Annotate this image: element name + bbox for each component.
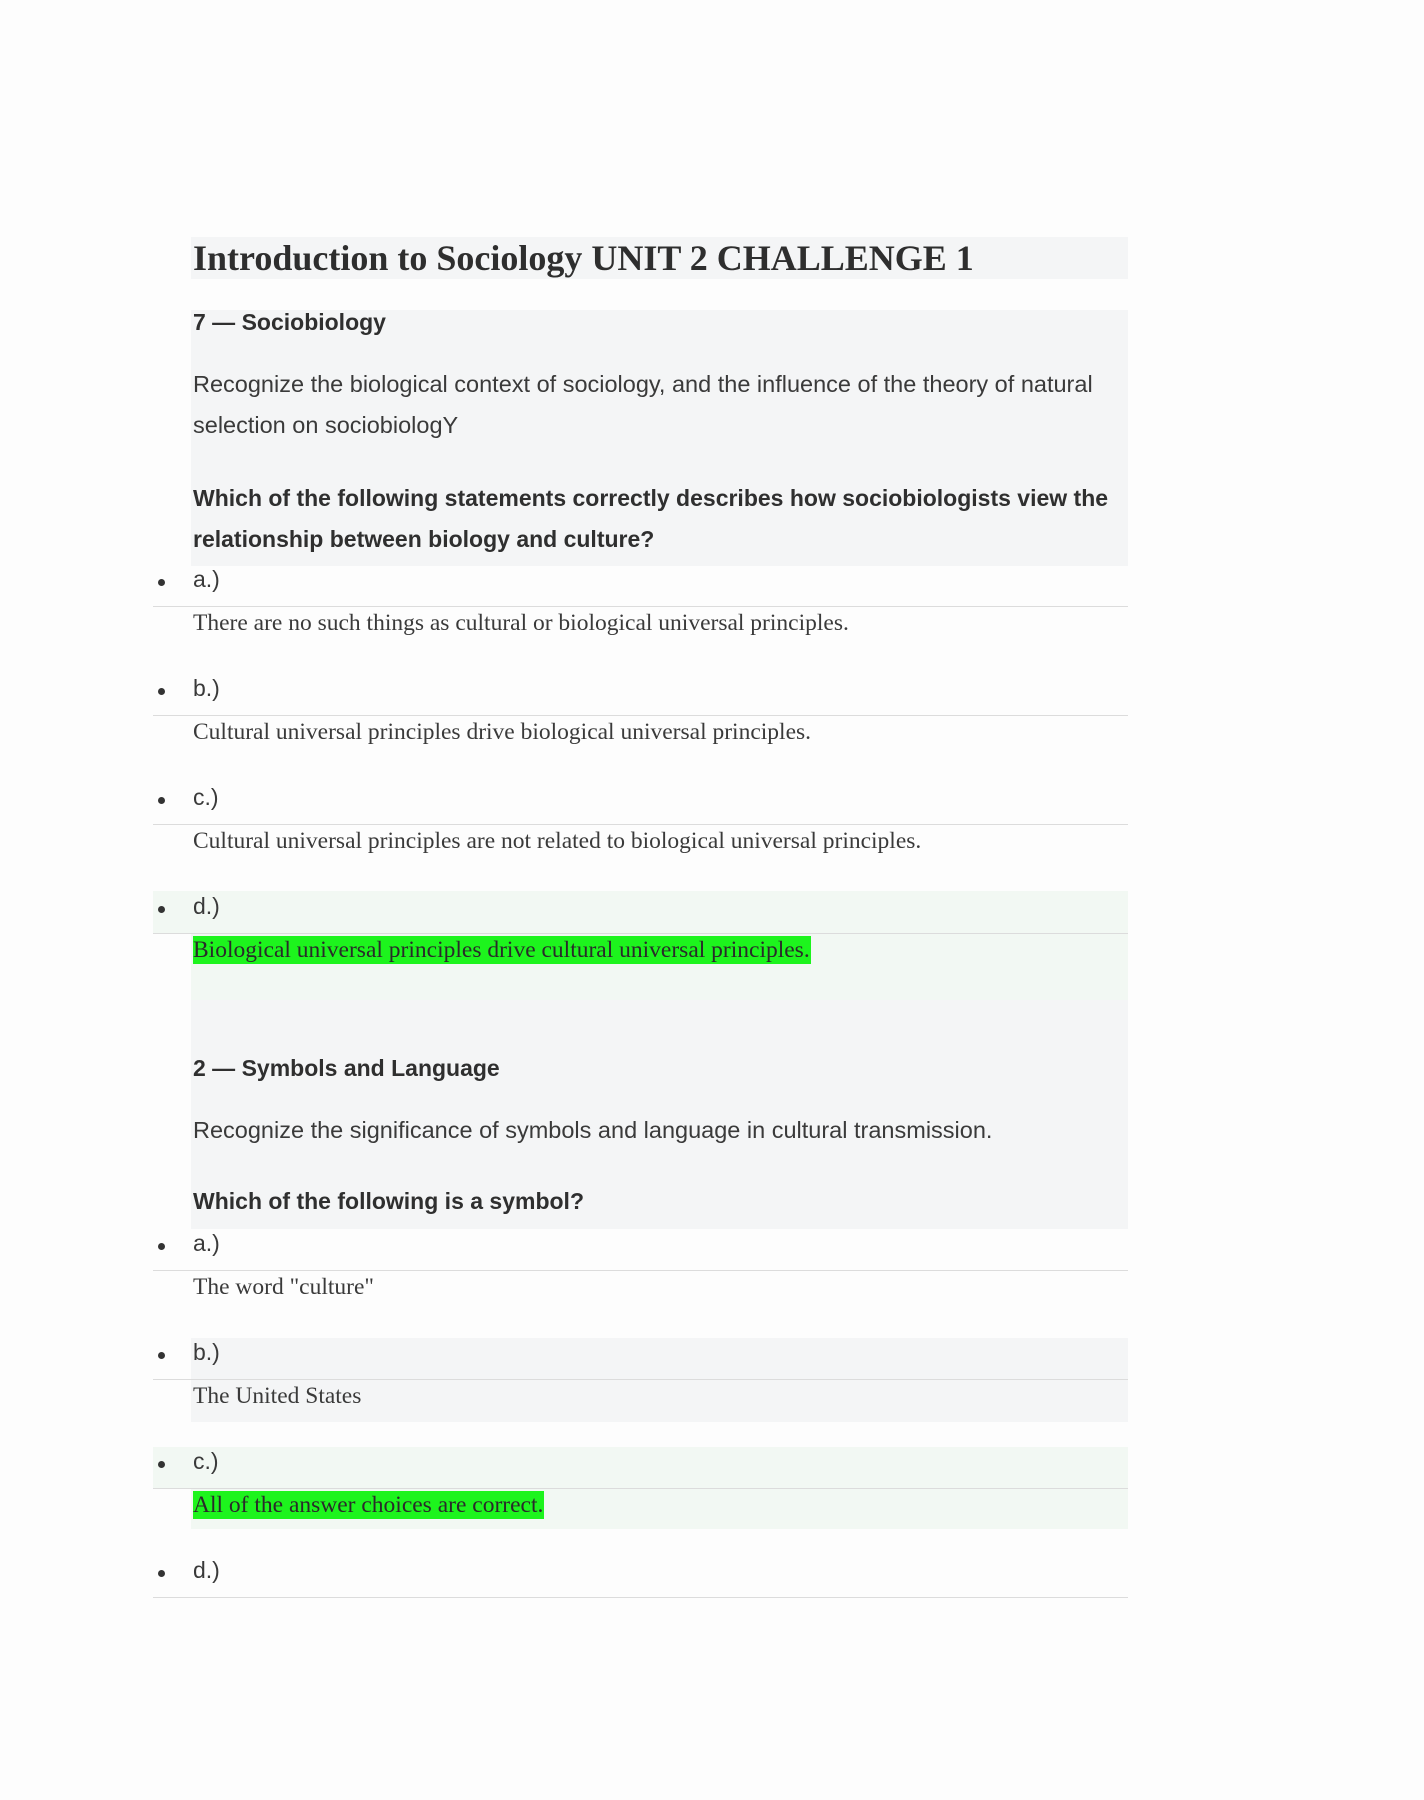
question-2-option-b-letter: b.)	[193, 1339, 220, 1365]
question-1-text: Which of the following statements correctly describes how sociobiologists view the relationship between biology and culture?	[193, 485, 1109, 552]
question-1-objective: Recognize the biological context of sociology, and the influence of the theory of natural selection on sociobiologY	[193, 371, 1093, 438]
bullet-icon	[158, 1352, 165, 1359]
question-1-option-b-answer: Cultural universal principles drive biological universal principles.	[193, 719, 812, 745]
question-2-option-a-answer: The word "culture"	[193, 1274, 375, 1300]
question-1-option-c-letter: c.)	[193, 784, 219, 810]
question-2-section: 2 — Symbols and Language	[193, 1055, 500, 1081]
bullet-icon	[158, 1243, 165, 1250]
question-1-option-a-letter: a.)	[193, 566, 220, 592]
divider	[153, 824, 1128, 825]
divider	[153, 933, 1128, 934]
bullet-icon	[158, 688, 165, 695]
bullet-icon	[158, 579, 165, 586]
question-1-option-d-letter: d.)	[193, 893, 220, 919]
option-highlight-band	[153, 1447, 1128, 1488]
option-highlight-band	[153, 891, 1128, 933]
question-2-text: Which of the following is a symbol?	[193, 1188, 584, 1214]
bullet-icon	[158, 1461, 165, 1468]
question-2-option-b-answer: The United States	[193, 1383, 362, 1409]
question-2-option-a-letter: a.)	[193, 1230, 220, 1256]
divider	[153, 1488, 1128, 1489]
question-1-section: 7 — Sociobiology	[193, 309, 386, 335]
question-1-correct-answer: Biological universal principles drive cultural universal principles.	[193, 937, 810, 963]
divider	[153, 1270, 1128, 1271]
question-1-option-c-answer: Cultural universal principles are not related to biological universal principles.	[193, 828, 922, 854]
question-2-option-d-letter: d.)	[193, 1557, 220, 1583]
question-2-objective: Recognize the significance of symbols and language in cultural transmission.	[193, 1117, 993, 1143]
divider	[153, 715, 1128, 716]
question-2-correct-answer: All of the answer choices are correct.	[193, 1492, 544, 1518]
question-1-option-b-letter: b.)	[193, 675, 220, 701]
bullet-icon	[158, 1570, 165, 1577]
divider	[153, 606, 1128, 607]
question-1-option-a-answer: There are no such things as cultural or biological universal principles.	[193, 610, 849, 636]
question-2-option-c-letter: c.)	[193, 1448, 219, 1474]
page-title: Introduction to Sociology UNIT 2 CHALLENGE 1	[193, 238, 974, 278]
divider	[153, 1379, 1128, 1380]
bullet-icon	[158, 906, 165, 913]
divider	[153, 1597, 1128, 1598]
bullet-icon	[158, 797, 165, 804]
